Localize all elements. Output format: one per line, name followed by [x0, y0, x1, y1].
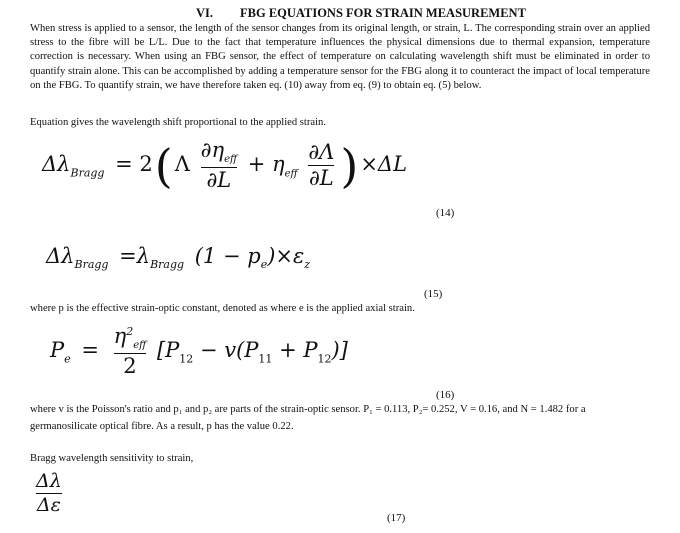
eq-term: [P	[156, 338, 180, 363]
eq-term: )]	[331, 338, 348, 363]
equation-number: (17)	[387, 512, 406, 524]
body-paragraph: where v is the Poisson's ratio and p₁ and p₂ are parts of the strain-optic sensor. P₁ = 0.113, P₂= 0.252, V = 0.16, and N = 1.482 for a	[30, 404, 586, 415]
eq-paren: )	[340, 138, 359, 193]
body-paragraph: Bragg wavelength sensitivity to strain,	[30, 453, 194, 464]
eq-subscript: eff	[224, 154, 238, 166]
eq-term: + P	[272, 338, 318, 363]
eq-fraction	[114, 326, 147, 377]
eq-subscript: e	[260, 258, 268, 272]
eq-denominator: ∂L	[308, 166, 334, 191]
eq-superscript: 2	[126, 325, 134, 338]
eq-symbol: Δλ	[46, 244, 75, 268]
eq-paren: (	[154, 138, 173, 193]
eq-numerator	[201, 140, 237, 165]
equation-number: (14)	[436, 207, 455, 219]
eq-symbol: Λ	[174, 152, 190, 177]
equation-14	[42, 140, 407, 191]
eq-operator: = 2	[115, 152, 153, 177]
eq-term: + η	[247, 152, 285, 177]
eq-subscript: eff	[133, 340, 147, 352]
eq-subscript: 11	[258, 352, 273, 366]
eq-term: ×ΔL	[360, 152, 408, 177]
equation-number: (16)	[436, 389, 455, 401]
eq-numerator	[114, 326, 147, 351]
eq-denominator: Δε	[36, 494, 61, 516]
eq-subscript: Bragg	[74, 258, 109, 272]
eq-subscript: Bragg	[150, 258, 185, 272]
eq-subscript: eff	[284, 168, 298, 180]
equation-17	[36, 472, 62, 515]
body-paragraph: germanosilicate optical fibre. As a result, p has the value 0.22.	[30, 421, 294, 432]
eq-fraction	[201, 140, 237, 191]
eq-numerator: ∂Λ	[308, 140, 335, 165]
eq-subscript: z	[304, 258, 311, 272]
eq-denominator: 2	[123, 354, 137, 379]
eq-fraction	[308, 142, 334, 189]
eq-symbol: Δλ	[42, 152, 71, 177]
eq-num-text: ∂η	[200, 138, 225, 162]
eq-term: =λ	[119, 244, 151, 268]
section-title: FBG EQUATIONS FOR STRAIN MEASUREMENT	[240, 6, 526, 20]
body-paragraph: where p is the effective strain-optic constant, denoted as where e is the applied axial strain.	[30, 303, 415, 314]
eq-fraction	[36, 472, 62, 515]
body-paragraph: Equation gives the wavelength shift proportional to the applied strain.	[30, 117, 326, 128]
eq-operator: =	[81, 338, 99, 363]
eq-subscript: 12	[179, 352, 194, 366]
eq-term: (1 − p	[194, 244, 261, 268]
eq-subscript: e	[64, 352, 71, 366]
eq-numerator: Δλ	[36, 470, 62, 492]
equation-15	[46, 246, 310, 270]
equation-16	[50, 326, 348, 377]
body-paragraph: When stress is applied to a sensor, the length of the sensor changes from its original length, or strain, L. The corresponding strain over an applied stress to the fibre will be L/L. Due to the fact that temperature influences the physical dimensions due to thermal expansion, temperature correction is necessary. When using an FBG sensor, the effect of temperature on calculating wavelength shift must be eliminated in order to quantify strain alone. This can be accomplished by adding a temperature sensor for the FBG along it to counteract the impact of local temperature on the FBG. To quantify strain, we have therefore taken eq. (10) away from eq. (9) to obtain eq. (5) below.	[30, 23, 650, 91]
eq-subscript: 12	[317, 352, 332, 366]
equation-number: (15)	[424, 288, 443, 300]
eq-subscript: Bragg	[70, 166, 105, 180]
section-number: VI.	[196, 6, 214, 20]
eq-num-text: η	[113, 324, 127, 348]
eq-denominator: ∂L	[206, 168, 232, 193]
eq-term: )×ε	[267, 244, 305, 268]
eq-term: − v(P	[193, 338, 259, 363]
eq-symbol: P	[50, 338, 65, 363]
